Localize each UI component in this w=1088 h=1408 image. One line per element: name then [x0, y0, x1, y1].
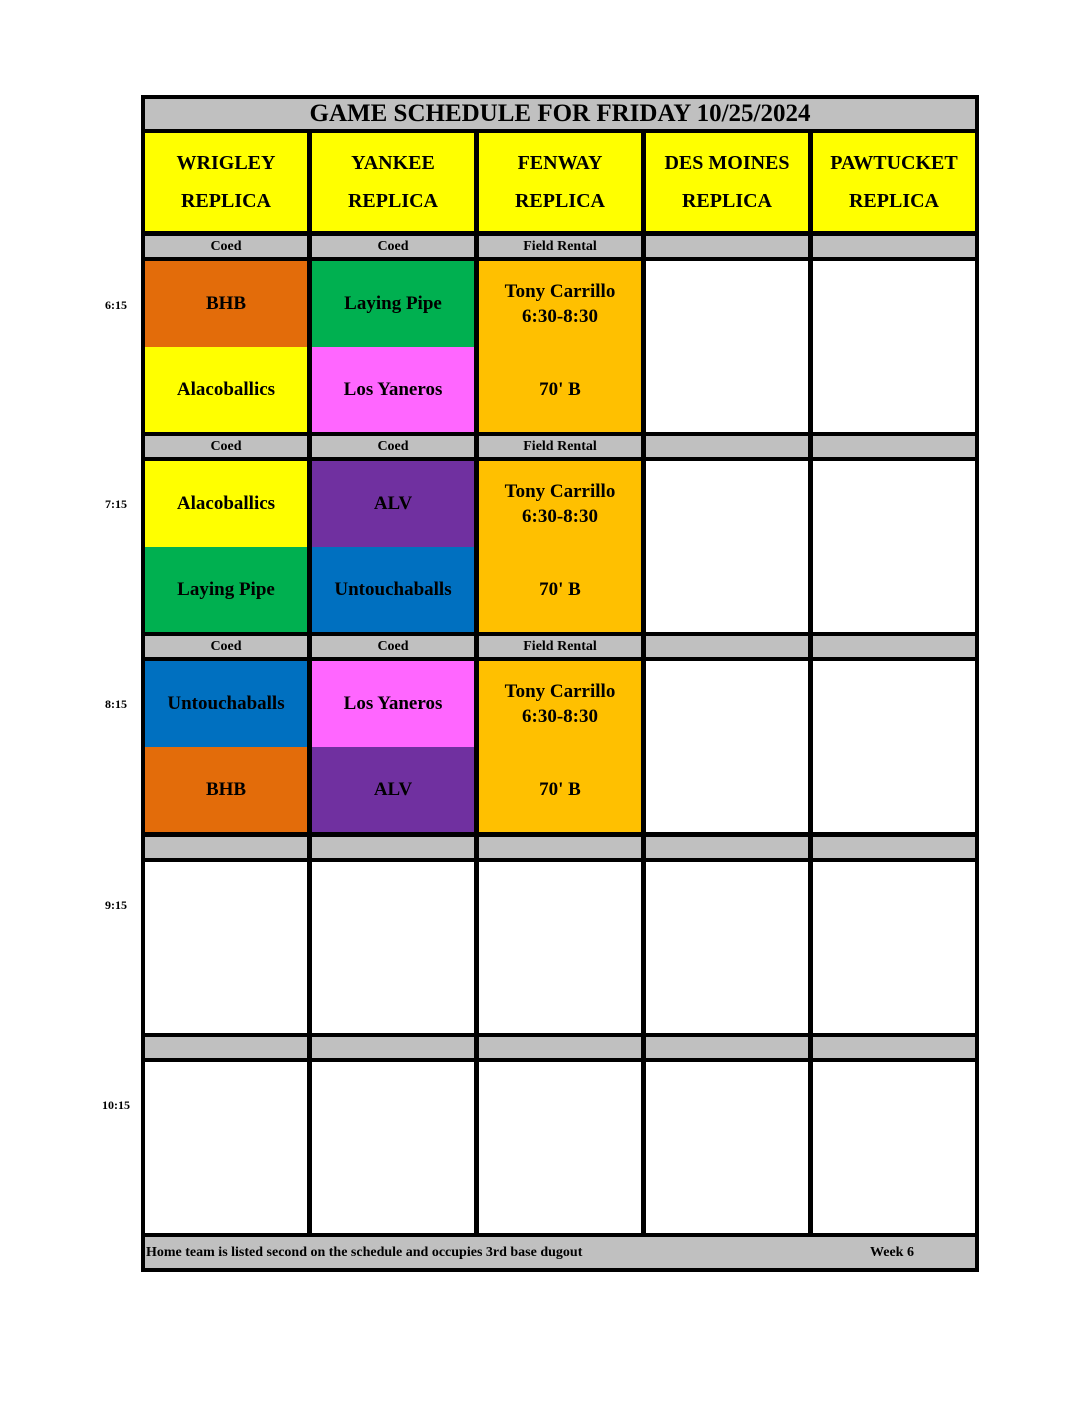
renter-name: Tony Carrillo [504, 481, 616, 502]
category-label [145, 837, 307, 858]
team-cell: Laying Pipe [312, 261, 474, 347]
category-label: Coed [145, 636, 307, 657]
category-label [646, 236, 808, 257]
empty-cell [646, 461, 808, 632]
rental-hours: 6:30-8:30 [522, 306, 598, 327]
empty-cell [813, 461, 975, 632]
category-label [646, 1037, 808, 1058]
renter-name: Tony Carrillo [504, 681, 616, 702]
category-label: Coed [312, 436, 474, 457]
rental-field-size: 70' B [479, 747, 641, 832]
category-label [813, 636, 975, 657]
category-label: Coed [312, 636, 474, 657]
category-label: Coed [145, 236, 307, 257]
field-header-yankee [312, 133, 474, 231]
field-subtitle: REPLICA [514, 190, 605, 212]
empty-cell [646, 1062, 808, 1233]
field-subtitle: REPLICA [848, 190, 939, 212]
team-cell: ALV [312, 747, 474, 832]
category-label [813, 436, 975, 457]
category-label [813, 1037, 975, 1058]
field-header-wrigley [145, 133, 307, 231]
field-header-fenway [479, 133, 641, 231]
category-label: Field Rental [479, 236, 641, 257]
empty-cell [145, 862, 307, 1033]
team-cell: BHB [145, 747, 307, 832]
category-label [646, 837, 808, 858]
empty-cell [813, 862, 975, 1033]
empty-cell [813, 661, 975, 832]
time-label: 6:15 [105, 298, 127, 312]
team-cell: Alacoballics [145, 347, 307, 432]
category-label [312, 837, 474, 858]
field-subtitle: REPLICA [681, 190, 772, 212]
field-name: YANKEE [351, 152, 435, 174]
category-label [646, 636, 808, 657]
field-rental-cell [479, 461, 641, 547]
category-label [813, 837, 975, 858]
field-header-des-moines [646, 133, 808, 231]
category-label: Field Rental [479, 636, 641, 657]
footer-note: Home team is listed second on the schedule and occupies 3rd base dugout [146, 1245, 583, 1260]
team-cell: ALV [312, 461, 474, 547]
time-label: 10:15 [102, 1098, 130, 1112]
team-cell: Los Yaneros [312, 347, 474, 432]
page-title: GAME SCHEDULE FOR FRIDAY 10/25/2024 [145, 99, 975, 129]
category-label [479, 837, 641, 858]
team-cell: BHB [145, 261, 307, 347]
team-cell: Alacoballics [145, 461, 307, 547]
category-label [646, 436, 808, 457]
week-label: Week 6 [870, 1245, 914, 1260]
empty-cell [646, 862, 808, 1033]
field-name: FENWAY [517, 152, 603, 174]
empty-cell [312, 1062, 474, 1233]
footer-bar [145, 1237, 975, 1268]
empty-cell [479, 862, 641, 1033]
empty-cell [312, 862, 474, 1033]
field-name: DES MOINES [664, 152, 790, 174]
category-label [479, 1037, 641, 1058]
category-label: Coed [145, 436, 307, 457]
time-label: 8:15 [105, 697, 127, 711]
category-label [312, 1037, 474, 1058]
rental-field-size: 70' B [479, 347, 641, 432]
rental-field-size: 70' B [479, 547, 641, 632]
category-label [813, 236, 975, 257]
field-rental-cell [479, 261, 641, 347]
team-cell: Untouchaballs [145, 661, 307, 747]
rental-hours: 6:30-8:30 [522, 706, 598, 727]
empty-cell [479, 1062, 641, 1233]
field-subtitle: REPLICA [180, 190, 271, 212]
empty-cell [813, 1062, 975, 1233]
field-name: WRIGLEY [176, 152, 276, 174]
team-cell: Untouchaballs [312, 547, 474, 632]
renter-name: Tony Carrillo [504, 281, 616, 302]
field-subtitle: REPLICA [347, 190, 438, 212]
category-label: Coed [312, 236, 474, 257]
category-label [145, 1037, 307, 1058]
time-label: 7:15 [105, 497, 127, 511]
empty-cell [813, 261, 975, 432]
time-label: 9:15 [105, 898, 127, 912]
rental-hours: 6:30-8:30 [522, 506, 598, 527]
empty-cell [646, 261, 808, 432]
category-label: Field Rental [479, 436, 641, 457]
field-name: PAWTUCKET [830, 152, 958, 174]
field-rental-cell [479, 661, 641, 747]
empty-cell [646, 661, 808, 832]
team-cell: Los Yaneros [312, 661, 474, 747]
team-cell: Laying Pipe [145, 547, 307, 632]
field-header-pawtucket [813, 133, 975, 231]
empty-cell [145, 1062, 307, 1233]
